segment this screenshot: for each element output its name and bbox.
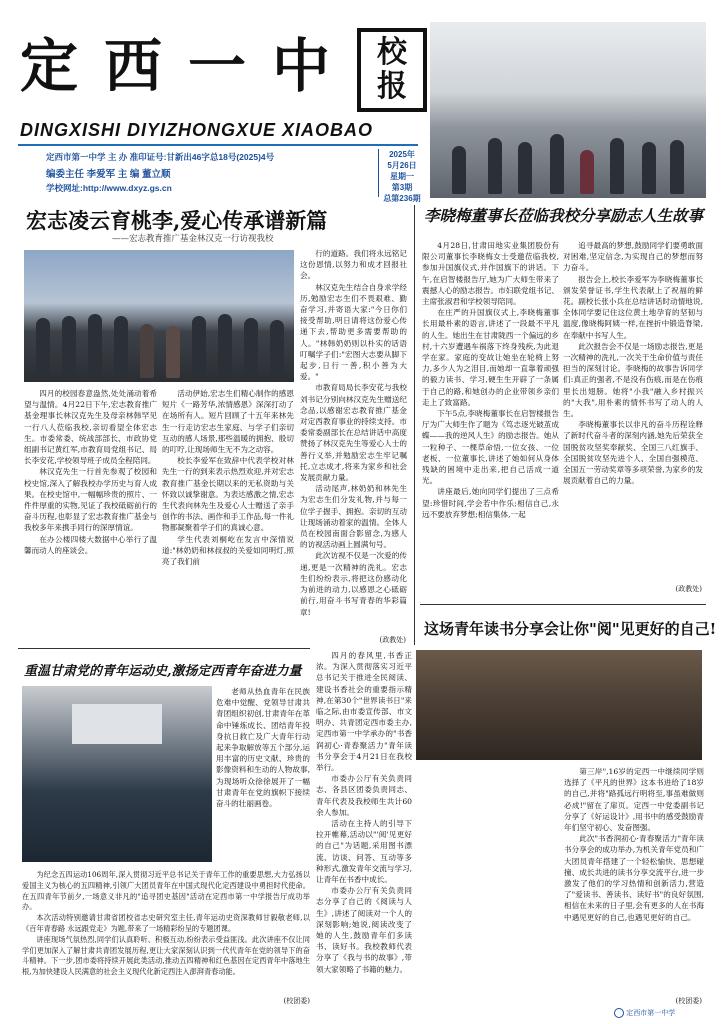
footer-logo [614, 1008, 675, 1018]
masthead-rule [18, 144, 418, 146]
article1-col1-p1: 四月的校园春意盎然,处处涌动着希望与温情。4月22日下午,宏志教育推广基金理事长林汉克先生及母亲林韩罕见一行八人莅临我校,亲切看望全体宏志生。市委常委、统战部部长、市政协党组副书记黄红军,市教育局党组书记、局长李安花,学校领导班子成员全程陪同。 [24, 389, 157, 466]
article3-col2-p1: 第三岸",16岁的定西一中继续同学则选择了《平凡的世界》这本书进给了18岁的自己,并将"路孤远行明将至,事虽难做则必成!"留在了扉页。定西一中党委副书记分享了《好运设计》,用书中的感受鼓励青年们坚守初心、发奋图强。 [564, 767, 704, 833]
article1-col2-p3: 学生代表刘桐屹在发言中深情说道:"林奶奶和林叔叔的关爱如同明灯,照亮了我们前 [162, 534, 294, 567]
article1-col3 [300, 248, 407, 618]
article1-col2-p1: 活动伊始,宏志生们精心制作的感恩短片《一路芳华,浓情感恩》深深打动了在场所有人。短片回顾了十五年来林先生一行走访宏志生家庭、与学子们亲切互动的感人场景,那些温暖的拥抱、殷切的叮咛,让现场师生无不为之动容。 [162, 389, 294, 455]
masthead-line2: 编委主任 李爱军 主 编 董立顺 [46, 169, 171, 180]
article4-col1 [22, 870, 310, 978]
article1-col1-p2: 林汉克先生一行首先参观了校园和校史馆,深入了解我校办学历史与育人成果。在校史馆中,一幅幅珍贵的照片、一件件厚重的实物,见证了我校砥砺前行的奋斗历程,也彰显了宏志教育推广基金与我校多年来携手同行的深厚情谊。 [24, 467, 157, 533]
article3-rule [420, 604, 706, 605]
article3-col2 [564, 766, 704, 923]
article4-rule [18, 648, 310, 649]
article2-col1-p1: 4月28日,甘肃田地实业集团股份有限公司董事长李晓梅女士受邀莅临我校,参加升国旗仪式,并作国旗下的讲话。下午,在启智楼报告厅,她为广大师生带来了震撼人心的励志报告。市妇联党组书记、主席张淑君和学校领导陪同。 [422, 241, 559, 307]
footer-logo-text: 定西市第一中学 [626, 1009, 676, 1017]
issue-day: 5月26日 [387, 161, 417, 170]
article3-col1-p1: 四月的春风里,书香正浓。为深入贯彻落实习近平总书记关于推进全民阅读、建设书香社会的重要指示精神,在第30个"世界读书日"来临之际,由市委宣传部、市文明办、共青团定西市委主办,定西市第一中学承办的"书香润初心·青春聚活力"青年读书分享会于4月21日在我校举行。 [316, 651, 412, 773]
issue-year: 2025年 [389, 150, 415, 159]
article4-col2 [216, 686, 310, 809]
article3-col1-p4: 市委办公厅有关负责同志分享了自己的《阅读与人生》,讲述了阅读对一个人的深刻影响;她说,阅读改变了她的人生,鼓励青年们多读书、读好书。我校教师代表分享了《我与书的故事》,带领大家领略了书籍的魅力。 [316, 886, 412, 974]
issue-weekday: 星期一 [390, 172, 414, 181]
article1-col1 [24, 388, 157, 556]
article1-p4: 活动尾声,林奶奶和林先生为宏志生们分发礼物,并与每一位学子握手、拥抱。亲切的互动让现场涌动着家的温情。全体人员在校园南面合影留念,为感人的访视活动画上圆满句号。 [300, 484, 407, 550]
article1-p2: 林汉克先生结合自身求学经历,勉励宏志生们不畏艰难、勤奋学习,并寄语大家:"今日你们接受帮助,明日请将这份爱心传递下去,帮助更多需要帮助的人。"林韩奶奶则以朴实的话语叮嘱学子们:"宏图大志要从脚下起步,日行一善,积小善为大爱。" [300, 282, 407, 382]
column-divider [414, 205, 415, 645]
article1-p1: 行的道路。我们将永远铭记这份恩情,以努力和成才回报社会。 [300, 249, 407, 281]
article2-col2-p1: 追寻最高的梦想,鼓励同学们要勇敢面对困难,坚定信念,为实现自己的梦想而努力奋斗。 [563, 241, 703, 273]
masthead-pinyin: DINGXISHI DIYIZHONGXUE XIAOBAO [20, 120, 374, 140]
article2-col1-p2: 在庄严的升国旗仪式上,李晓梅董事长用最朴素的语言,讲述了一段最不平凡的人生。她出生在甘肃陇西一个偏远的乡村,十六岁遭遇车祸落下终身残疾,为此退学在家。家庭的变故让她坐在轮椅上努力,多少人为之泪目,而她却一直靠着顽强的毅力读书、学习,硬生生开辟了一条属于自己的路,和她创办的企业带领乡亲们走上了致富路。 [422, 308, 559, 407]
article2-col1-p4: 讲座最后,她向同学们提出了三点希望:珍惜时间,学会若中作乐;相信自己,永远不要放弃梦想;相信集体,一起 [422, 487, 559, 519]
article4-col2-p1: 老师从热血青年在民族危难中觉醒、党领导甘肃共青团组织初创,甘肃青年在革命中锤炼成长、团结青年投身抗日救亡及广大青年行动起来争取解放等五个部分,运用丰富的历史文献、珍贵的影像资料和生动的人物故事,为现场听众徐徐展开了一幅甘肃青年在党的旗帜下接续奋斗的壮丽画卷。 [216, 687, 310, 809]
issue-total: 总第236期 [383, 194, 421, 203]
article3-col1 [316, 650, 412, 975]
issue-number: 第3期 [391, 183, 413, 192]
masthead-logo: 定西一中 [20, 32, 357, 100]
article3-title: 这场青年读书分享会让你"阅"见更好的自己! [424, 620, 717, 638]
article2-col2 [563, 240, 703, 486]
article4-signature: (校团委) [283, 997, 310, 1005]
article3-col2-p2: 此次"书香润初心·青春聚活力"青年读书分享会的成功举办,为机关青年党员和广大团员青年搭建了一个轻松愉快、思想碰撞、成长共进的读书分享交流平台,进一步激发了他们的学习热情和创新活力,营造了"爱读书、善读书、读好书"的良好氛围,相信在未来的日子里,会有更多的人在书海中遇见更好的自己,也遇见更好的自己。 [564, 834, 704, 922]
masthead-website: 学校网址:http://www.dxyz.gs.cn [46, 183, 172, 193]
article4-title: 重温甘肃党的青年运动史,激扬定西青年奋进力量 [24, 664, 302, 679]
article2-col2-p4: 李晓梅董事长以非凡的奋斗历程诠释了新时代奋斗者的深刻内涵,她先后荣获全国脱贫攻坚奖奉献奖、全国三八红旗手、全国脱贫攻坚先进个人、全国自强模范、全国五一劳动奖章等多项荣誉,为家乡的发展贡献着自己的力量。 [563, 420, 703, 486]
article2-col2-p3: 此次报告会不仅是一场励志报告,更是一次精神的洗礼,一次关于生命价值与责任担当的深刻讨论。李晓梅的故事告诉同学们:真正的强者,不是没有伤痕,而是在伤痕里长出翅膀。她将"小我"融入乡村振兴的"大我",用朴素的情怀书写了动人的人生。 [563, 341, 703, 419]
article3-photo [416, 650, 702, 760]
issue-date-box [378, 149, 425, 203]
article1-p3: 市教育局局长李安花与我校刘书记分别向林汉克先生赠送纪念品,以感谢宏志教育推广基金对定西教育事业的持续支持。市委常委副部长在总结讲话中高度赞扬了林汉克先生等爱心人士的善行义举,并勉励宏志生牢记嘱托,立志成才,将来为家乡和社会发展贡献力量。 [300, 383, 407, 483]
article1-col1-p3: 在办公楼四楼大数据中心举行了温馨而动人的座谈会。 [24, 534, 157, 555]
article2-col1-p3: 下午5点,李晓梅董事长在启智楼报告厅为广大师生作了题为《笃志逐光破茧成蝶——我的逆风人生》的励志报告。她从一粒种子、一棵草命悟,一位女孩、一位老板、一位董事长,讲述了她如何从身体残缺的困境中走出来,把自己活成一道光。 [422, 409, 559, 486]
xiaobao-char-2: 报 [377, 69, 407, 104]
article2-title: 李晓梅董事长莅临我校分享励志人生故事 [424, 206, 704, 225]
article2-col2-p2: 报告会上,校长李爱军为李晓梅董事长颁发荣誉证书,学生代表献上了祝福的鲜花。副校长张小兵在总结讲话时动情地说,全体同学要记住这位黄土地孕育的坚韧与温度,像晓梅阿姨一样,在挫折中锻造脊梁,在奉献中书写人生。 [563, 274, 703, 340]
article3-col1-p3: 活动在主持人的引导下拉开帷幕,活动以"'阅'见更好的自己"为话题,采用图书漂流、访谈、问答、互动等多种形式,激发青年交流与学习,让青年在书香中成长。 [316, 819, 412, 885]
school-emblem-icon [614, 1008, 624, 1018]
speaker-photo [430, 22, 706, 198]
article4-photo [22, 686, 212, 862]
article1-photo [24, 250, 294, 382]
article3-col1-p2: 市委办公厅有关负责同志、各县区团委负责同志、青年代表及我校师生共计60余人参加。 [316, 774, 412, 817]
projection-screen [72, 704, 162, 744]
article3-signature: (校团委) [675, 997, 702, 1005]
article4-col2-p2: 讲座现场气氛热烈,同学们认真聆听、积极互动,纷纷表示受益匪浅。此次讲座不仅让同学们更加深入了解甘肃共青团发展历程,更让大家深刻认识到一代代青年在党的领导下的奋斗精神。下一步,团市委将持续开展此类活动,推动五四精神和红色基因在定西青年中落地生根,为加快建设人民满意的社会主义现代化新定西注入澎湃青春动能。 [22, 934, 310, 977]
article2-signature: (政教处) [675, 585, 702, 593]
article4-col1-p1: 为纪念五四运动106周年,深入贯彻习近平总书记关于青年工作的重要思想,大力弘扬以爱国主义为核心的五四精神,引领广大团员青年在中国式现代化定西建设中勇担时代使命。在五四青年节前夕,一场意义非凡的"追寻团史基因"活动在定西市第一中学报告厅成功举办。 [22, 870, 310, 912]
article1-p5: 此次访视不仅是一次爱的传递,更是一次精神的洗礼。宏志生们纷纷表示,将把这份感动化为前进的动力,以感恩之心砥砺前行,用奋斗书写青春的华彩篇章! [300, 551, 407, 617]
masthead-line1: 定西市第一中学 主 办 准印证号:甘新出46字总18号(2025)4号 [46, 152, 275, 162]
article1-col2-p2: 校长李爱军在致辞中代表学校对林先生一行的到来表示热烈欢迎,并对宏志教育推广基金长期以来的无私资助与关怀致以诚挚谢意。为表达感激之情,宏志生代表向林先生及爱心人士赠送了亲手创作的书法、画作和手工作品,每一件礼物都凝聚着学子们的真诚心意。 [162, 456, 294, 533]
article1-title: 宏志凌云育桃李,爱心传承谱新篇 [26, 208, 328, 233]
article1-signature: (政教处) [379, 636, 406, 644]
article1-subtitle: ——宏志教育推广基金林汉克一行访视我校 [112, 234, 274, 244]
xiaobao-char-1: 校 [377, 35, 407, 70]
article2-col1 [422, 240, 559, 520]
xiaobao-box [357, 28, 427, 112]
article4-col1-p2: 本次活动特别邀请甘肃省团校省志史研究室主任,青年运动史资深教师甘毅敬老师,以《百年青春路 永远跟党走》为题,带来了一场精彩纷呈的专题团课。 [22, 913, 310, 933]
article1-col2 [162, 388, 294, 567]
